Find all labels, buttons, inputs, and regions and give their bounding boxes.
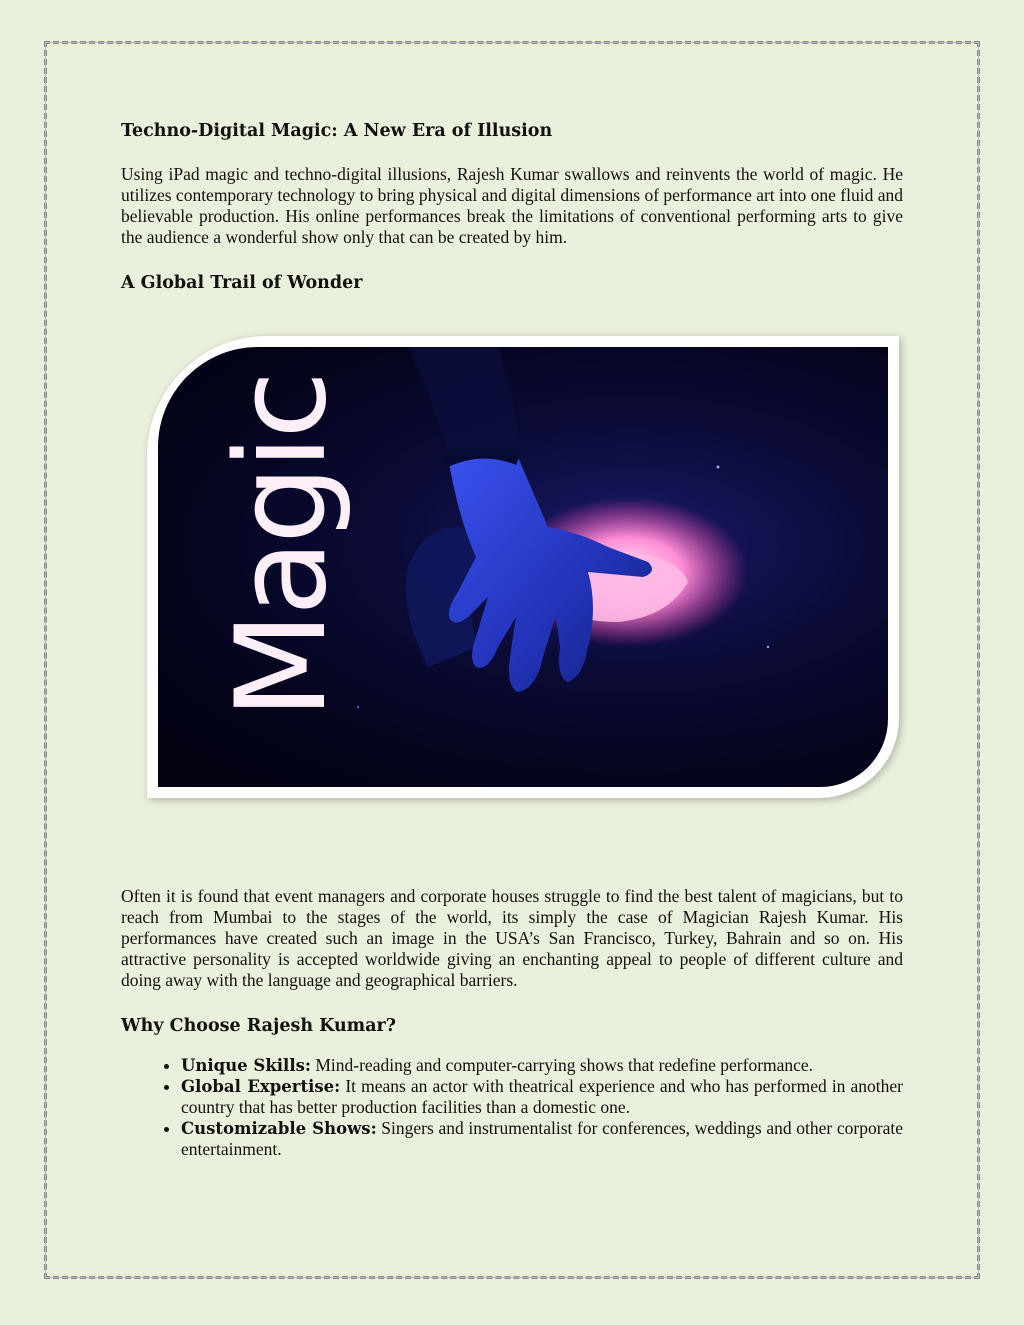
paragraph-global-trail: Often it is found that event managers and corporate houses struggle to find the best talent of magicians, but to reach from Mumbai to the stages of the world, its simply the case of Magician Rajesh Kumar. His performances have created such an image in the USA’s San Francisco, Turkey, Bahrain and so on. His attractive personality is accepted worldwide giving an enchanting appeal to people of different culture and doing away with the language and geographical barriers. (121, 886, 903, 990)
arm-shadow (408, 347, 520, 455)
list-item-unique-skills (181, 1055, 903, 1076)
hand (448, 450, 652, 693)
paragraph-techno-digital: Using iPad magic and techno-digital illusions, Rajesh Kumar swallows and reinvents the world of magic. He utilizes contemporary technology to bring physical and digital dimensions of performance art into one fluid and believable production. His online performances break the limitations of conventional performing arts to give the audience a wonderful show only that can be created by him. (121, 164, 903, 247)
sparkle (357, 706, 359, 708)
magic-hand-image (158, 347, 888, 787)
sparkle (767, 646, 769, 648)
reasons-list (121, 1055, 903, 1160)
list-item-title: Unique Skills: (181, 1056, 311, 1075)
section-heading-techno-digital: Techno-Digital Magic: A New Era of Illusion (121, 121, 553, 141)
list-item-global-expertise (181, 1076, 903, 1118)
list-item-text: Mind-reading and computer-carrying shows that redefine performance. (310, 1055, 814, 1075)
magic-title-text: Magic (210, 374, 354, 719)
sparkle (717, 466, 720, 469)
list-item-title: Global Expertise: (181, 1077, 341, 1096)
document-body (121, 118, 903, 1160)
list-item-text: It means an actor with theatrical experience and who has performed in another country that has better production facilities than a domestic one. (181, 1076, 903, 1117)
image-border (147, 336, 899, 798)
list-item-title: Customizable Shows: (181, 1119, 377, 1138)
list-item-text: Singers and instrumentalist for conferences, weddings and other corporate entertainment. (181, 1118, 903, 1159)
magic-image-frame (121, 326, 903, 866)
list-item-customizable-shows (181, 1118, 903, 1160)
section-heading-why-choose: Why Choose Rajesh Kumar? (121, 1016, 397, 1036)
section-heading-global-trail: A Global Trail of Wonder (121, 273, 363, 293)
